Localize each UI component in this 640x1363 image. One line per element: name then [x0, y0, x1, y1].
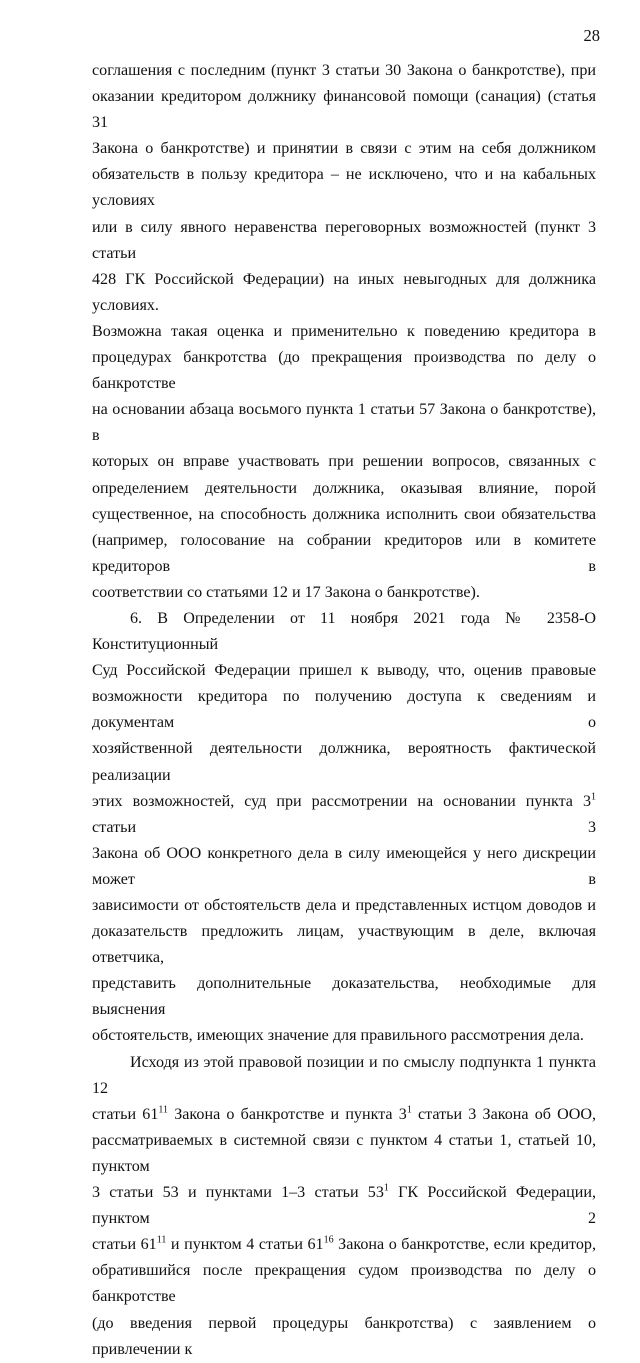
text-line: [92, 1102, 596, 1128]
text-segment: 428 ГК Российской Федерации) на иных невыгодных для должника условиях.: [92, 270, 596, 314]
text-line: [92, 580, 596, 606]
text-line: [92, 397, 596, 449]
text-segment: процедурах банкротства (до прекращения производства по делу о банкротстве: [92, 349, 596, 393]
text-segment: на основании абзаца восьмого пункта 1 статьи 57 Закона о банкротстве), в: [92, 401, 596, 445]
text-segment: обязательств в пользу кредитора – не исключено, что и на кабальных условиях: [92, 166, 596, 210]
text-line: [92, 1180, 596, 1232]
text-segment: Закона о банкротстве и пункта 3: [168, 1105, 407, 1123]
text-segment: возможности кредитора по получению доступа к сведениям и документам о: [92, 688, 596, 732]
text-line: [92, 476, 596, 502]
text-line: [92, 1311, 596, 1363]
text-line: [92, 1023, 596, 1049]
text-segment: хозяйственной деятельности должника, вероятность фактической реализации: [92, 740, 596, 784]
text-segment: Суд Российской Федерации пришел к выводу, что, оценив правовые: [92, 662, 596, 680]
paragraph: [92, 1050, 596, 1363]
text-line: [92, 1128, 596, 1180]
text-line: [92, 1258, 596, 1310]
text-segment: ГК Российской Федерации, пунктом 2: [92, 1184, 596, 1228]
text-line: [92, 58, 596, 84]
text-segment: обратившийся после прекращения судом производства по делу о банкротстве: [92, 1262, 596, 1306]
superscript: 16: [323, 1234, 334, 1246]
text-segment: статьи 61: [92, 1236, 157, 1254]
superscript: 1: [406, 1104, 412, 1116]
superscript: 11: [156, 1234, 167, 1246]
paragraph: [92, 58, 596, 606]
text-line: [92, 84, 596, 136]
text-segment: (до введения первой процедуры банкротства) с заявлением о привлечении к: [92, 1314, 596, 1358]
text-line: [92, 893, 596, 919]
text-line: [92, 528, 596, 580]
text-segment: (например, голосование на собрании кредиторов или в комитете кредиторов в: [92, 531, 596, 575]
text-segment: статьи 61: [92, 1105, 159, 1123]
text-segment: 6. В Определении от 11 ноября 2021 года № 2358-О Конституционный: [92, 609, 596, 654]
superscript: 1: [383, 1182, 389, 1194]
text-segment: или в силу явного неравенства переговорных возможностей (пункт 3 статьи: [92, 218, 596, 262]
text-segment: Закона о банкротстве) и принятии в связи с этим на себя должником: [92, 140, 596, 158]
text-segment: соглашения с последним (пункт 3 статьи 30 Закона о банкротстве), при: [92, 62, 596, 79]
text-line: [92, 345, 596, 397]
text-line: [92, 971, 596, 1023]
text-line: [92, 136, 596, 162]
text-line: [92, 658, 596, 684]
text-segment: статьи 3 Закона об ООО,: [411, 1105, 597, 1123]
text-segment: существенное, на способность должника исполнить свои обязательства: [92, 505, 596, 523]
text-line: [92, 919, 596, 971]
text-segment: 3 статьи 53 и пунктами 1–3 статьи 53: [92, 1184, 384, 1202]
text-segment: статьи 3: [92, 818, 596, 836]
text-line: [92, 502, 596, 528]
text-segment: зависимости от обстоятельств дела и представленных истцом доводов и: [92, 897, 596, 914]
text-line: [92, 789, 596, 841]
text-segment: которых он вправе участвовать при решении вопросов, связанных с: [92, 453, 596, 471]
page-number: 28: [583, 26, 600, 45]
text-segment: определением деятельности должника, оказывая влияние, порой: [92, 479, 596, 497]
text-segment: Возможна такая оценка и применительно к поведению кредитора в: [92, 322, 596, 340]
text-line: [92, 606, 596, 658]
superscript: 1: [591, 791, 596, 803]
text-segment: представить дополнительные доказательства, необходимые для выяснения: [92, 975, 596, 1019]
text-line: [92, 215, 596, 267]
text-segment: Исходя из этой правовой позиции и по смыслу подпункта 1 пункта 12: [92, 1053, 596, 1097]
text-segment: рассматриваемых в системной связи с пунктом 4 статьи 1, статьей 10, пунктом: [92, 1131, 596, 1175]
text-segment: обстоятельств, имеющих значение для правильного рассмотрения дела.: [92, 1027, 584, 1045]
text-line: [92, 319, 596, 345]
text-line: [92, 162, 596, 214]
text-line: [92, 449, 596, 475]
text-line: [92, 1232, 596, 1258]
text-line: [92, 736, 596, 788]
text-segment: доказательств предложить лицам, участвующим в деле, включая ответчика,: [92, 923, 596, 967]
paragraph: [92, 606, 596, 1050]
text-segment: и пунктом 4 статьи 61: [166, 1236, 324, 1254]
text-line: [92, 267, 596, 319]
text-segment: этих возможностей, суд при рассмотрении на основании пункта 3: [92, 792, 591, 810]
superscript: 11: [158, 1104, 169, 1116]
text-segment: Закона об ООО конкретного дела в силу имеющейся у него дискреции может в: [92, 844, 596, 888]
text-segment: оказании кредитором должнику финансовой помощи (санация) (статья 31: [92, 88, 596, 132]
text-segment: Закона о банкротстве, если кредитор,: [333, 1236, 596, 1254]
text-line: [92, 1050, 596, 1102]
body-text: [92, 58, 596, 1363]
text-line: [92, 841, 596, 893]
text-line: [92, 684, 596, 736]
text-segment: соответствии со статьями 12 и 17 Закона о банкротстве).: [92, 583, 480, 601]
